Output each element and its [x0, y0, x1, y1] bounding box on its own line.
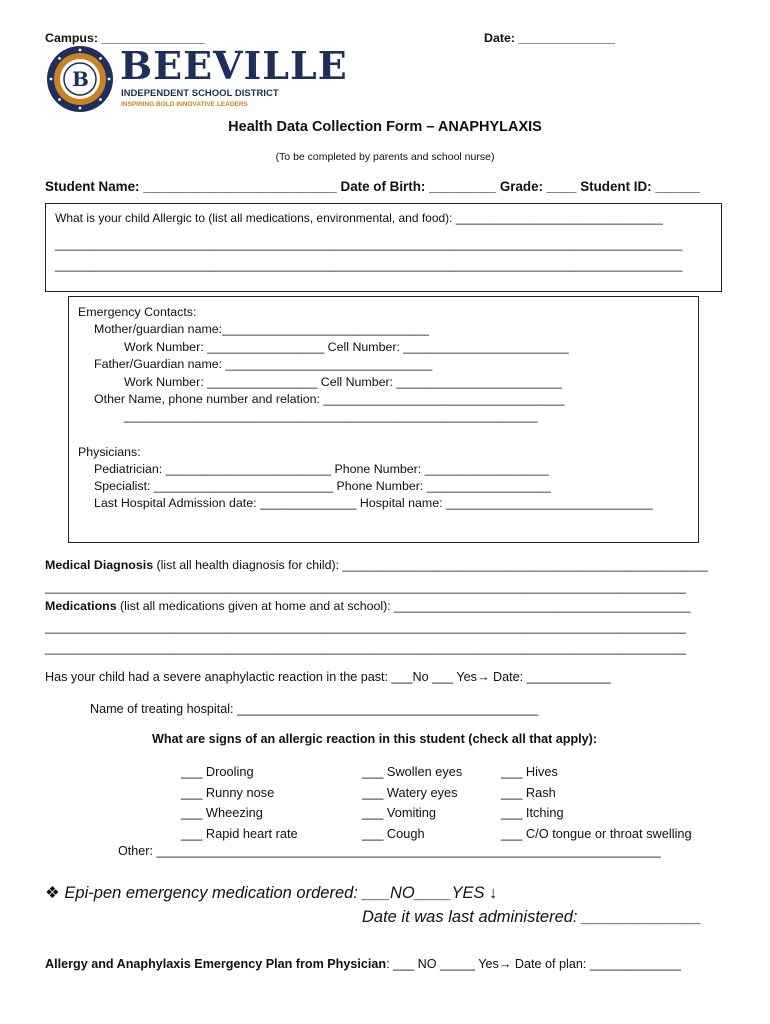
sign-option[interactable]: ___ C/O tongue or throat swelling	[501, 825, 692, 841]
signs-column-1	[181, 762, 298, 844]
other-contact-line[interactable]: ____________________________________________________________	[124, 409, 538, 423]
sign-option[interactable]: ___ Rapid heart rate	[181, 825, 298, 841]
mother-phone-fields[interactable]: Work Number: _________________ Cell Number: ________________________	[124, 340, 569, 354]
diagnosis-label: Medical Diagnosis	[45, 558, 154, 572]
allergy-box	[45, 203, 722, 292]
date-field[interactable]: Date: ______________	[484, 31, 615, 45]
father-name-field[interactable]: Father/Guardian name: ______________________________	[94, 357, 433, 371]
sign-option[interactable]: ___ Rash	[501, 784, 556, 800]
district-tagline: INSPIRING BOLD INNOVATIVE LEADERS	[121, 101, 248, 108]
epipen-last-date-field[interactable]: Date it was last administered: _____________	[362, 908, 702, 926]
specialist-field[interactable]: Specialist: __________________________ Phone Number: __________________	[94, 479, 551, 493]
district-logo-name: BEEVILLE	[120, 43, 348, 88]
hospital-admission-field[interactable]: Last Hospital Admission date: ______________ Hospital name: ______________________________	[94, 496, 653, 510]
treating-hospital-field[interactable]: Name of treating hospital: ___________________________________________	[90, 702, 539, 716]
diamond-bullet-icon: ❖	[45, 884, 60, 902]
emergency-plan-text: : ___ NO _____ Yes→ Date of plan: _____________	[386, 957, 681, 971]
other-signs-field[interactable]: Other: ________________________________________________________________________	[118, 844, 661, 858]
reaction-question[interactable]: Has your child had a severe anaphylactic reaction in the past: ___No ___ Yes→ Date: ____________	[45, 670, 611, 684]
signs-heading: What are signs of an allergic reaction in this student (check all that apply):	[152, 732, 598, 746]
student-info-line[interactable]: Student Name: __________________________ Date of Birth: _________ Grade: ____ Student ID: ______	[45, 179, 701, 194]
sign-option[interactable]: ___ Itching	[501, 805, 564, 820]
district-seal-icon	[45, 44, 115, 114]
signs-column-2	[362, 762, 462, 844]
sign-option[interactable]: ___ Wheezing	[181, 805, 263, 820]
campus-field[interactable]: Campus: _______________	[45, 31, 205, 45]
father-phone-fields[interactable]: Work Number: ________________ Cell Number: ________________________	[124, 375, 562, 389]
sign-option[interactable]: ___ Swollen eyes	[362, 764, 463, 779]
physicians-heading: Physicians:	[78, 445, 141, 459]
pediatrician-field[interactable]: Pediatrician: ________________________ Phone Number: __________________	[94, 462, 549, 476]
form-subtitle: (To be completed by parents and school nurse)	[275, 151, 495, 163]
medications-line[interactable]: _____________________________________________________________________________________________	[45, 641, 686, 655]
emergency-plan-field[interactable]	[45, 957, 681, 971]
signs-column-3	[501, 762, 692, 844]
diagnosis-line[interactable]: _____________________________________________________________________________________________	[45, 580, 686, 594]
form-title: Health Data Collection Form – ANAPHYLAXIS	[228, 119, 542, 135]
medications-label: Medications	[45, 599, 117, 613]
contacts-box	[68, 296, 699, 543]
emergency-contacts-heading: Emergency Contacts:	[78, 305, 197, 319]
sign-option[interactable]: ___ Hives	[501, 764, 558, 779]
epipen-line[interactable]	[45, 883, 497, 903]
seal-letter: B	[72, 67, 89, 91]
allergy-question[interactable]: What is your child Allergic to (list all medications, environmental, and food): _______________________________	[55, 211, 663, 225]
sign-option[interactable]: ___ Vomiting	[362, 805, 436, 820]
sign-option[interactable]: ___ Cough	[362, 825, 425, 841]
sign-option[interactable]: ___ Watery eyes	[362, 784, 458, 800]
epipen-text: Epi-pen emergency medication ordered: ___NO____YES ↓	[64, 884, 498, 902]
sign-option[interactable]: ___ Drooling	[181, 764, 254, 779]
allergy-line[interactable]: ______________________________________________________________________________________________	[55, 237, 683, 251]
district-subtitle: INDEPENDENT SCHOOL DISTRICT	[121, 88, 279, 99]
emergency-plan-label: Allergy and Anaphylaxis Emergency Plan from Physician	[45, 957, 387, 971]
other-contact-field[interactable]: Other Name, phone number and relation: ___________________________________	[94, 392, 565, 406]
diagnosis-field[interactable]	[45, 558, 708, 572]
medications-field[interactable]	[45, 599, 690, 613]
sign-option[interactable]: ___ Runny nose	[181, 784, 275, 800]
medications-text: (list all medications given at home and at school): ___________________________________________	[116, 599, 691, 613]
mother-name-field[interactable]: Mother/guardian name:______________________________	[94, 322, 429, 336]
allergy-line[interactable]: ______________________________________________________________________________________________	[55, 258, 683, 272]
medications-line[interactable]: _____________________________________________________________________________________________	[45, 620, 686, 634]
diagnosis-text: (list all health diagnosis for child): _____________________________________________________	[153, 558, 708, 572]
